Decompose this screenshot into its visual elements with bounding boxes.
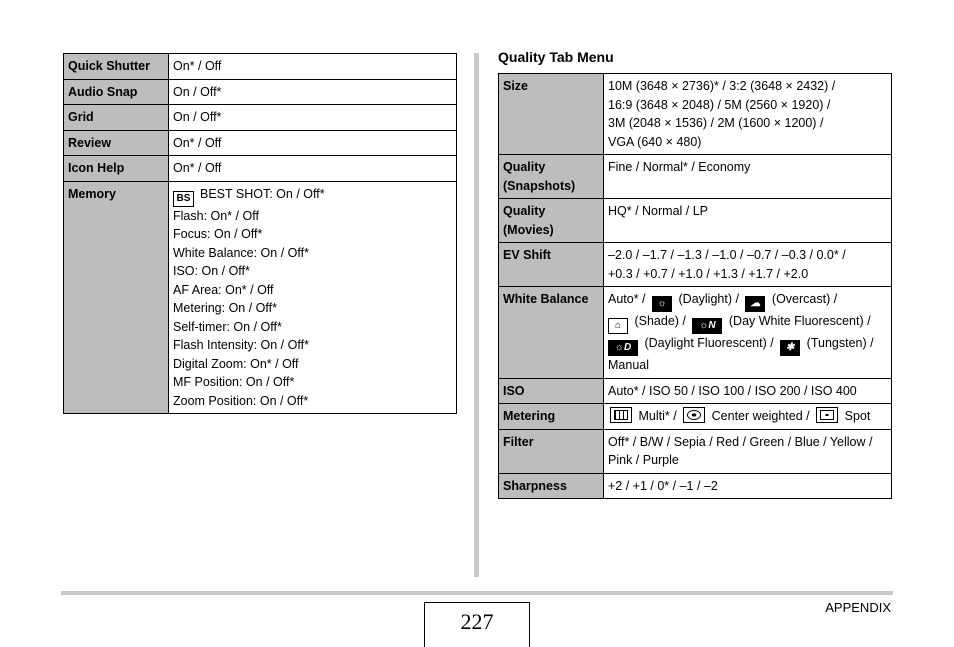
memory-line: Self-timer: On / Off*	[173, 319, 282, 334]
table-row	[499, 473, 892, 499]
page-number: 227	[424, 602, 530, 647]
memory-values	[169, 181, 457, 414]
memory-line: Digital Zoom: On* / Off	[173, 356, 299, 371]
tungsten-icon: ✱	[780, 340, 800, 356]
table-row	[499, 74, 892, 155]
row-label: Grid	[64, 105, 169, 131]
row-value: Off* / B/W / Sepia / Red / Green / Blue / Yellow / Pink / Purple	[604, 429, 892, 473]
center-weighted-metering-icon	[683, 407, 705, 423]
row-value: On / Off*	[169, 79, 457, 105]
row-value: HQ* / Normal / LP	[604, 199, 892, 243]
column-divider	[474, 53, 479, 577]
row-value: +2 / +1 / 0* / –1 / –2	[604, 473, 892, 499]
white-balance-values: Auto* / ☼ (Daylight) / ☁ (Overcast) / ⌂ (Shade) / ☼N (Day White Fluorescent) / ☼D (Daylight Fluorescent) / ✱ (Tungsten) / Manual	[604, 287, 892, 379]
table-row	[499, 287, 892, 379]
memory-line: Focus: On / Off*	[173, 227, 263, 241]
row-label: ISO	[499, 378, 604, 404]
row-label: EV Shift	[499, 243, 604, 287]
row-value: On* / Off	[169, 130, 457, 156]
table-row	[499, 243, 892, 287]
section-title: Quality Tab Menu	[498, 49, 614, 65]
row-label: Quality (Snapshots)	[499, 155, 604, 199]
row-value: On / Off*	[169, 105, 457, 131]
spot-metering-icon	[816, 407, 838, 423]
memory-line: MF Position: On / Off*	[173, 375, 295, 389]
row-value: Fine / Normal* / Economy	[604, 155, 892, 199]
row-label: Review	[64, 130, 169, 156]
row-value: Auto* / ISO 50 / ISO 100 / ISO 200 / ISO 400	[604, 378, 892, 404]
row-label: Memory	[64, 181, 169, 414]
overcast-icon: ☁	[745, 296, 765, 312]
quality-tab-table	[498, 73, 892, 499]
footer-rule	[61, 591, 893, 595]
row-label: Quality (Movies)	[499, 199, 604, 243]
table-row	[499, 429, 892, 473]
memory-line: Metering: On / Off*	[173, 301, 277, 315]
day-white-fluorescent-icon: ☼N	[692, 318, 722, 334]
shade-icon: ⌂	[608, 318, 628, 334]
row-label: Icon Help	[64, 156, 169, 182]
daylight-fluorescent-icon: ☼D	[608, 340, 638, 356]
row-label: White Balance	[499, 287, 604, 379]
table-row	[64, 79, 457, 105]
memory-line: AF Area: On* / Off	[173, 282, 274, 297]
row-value: –2.0 / –1.7 / –1.3 / –1.0 / –0.7 / –0.3 / 0.0* / +0.3 / +0.7 / +1.0 / +1.3 / +1.7 / +2.0	[604, 243, 892, 287]
memory-line: Flash Intensity: On / Off*	[173, 338, 309, 352]
memory-line: ISO: On / Off*	[173, 264, 250, 278]
memory-line: Flash: On* / Off	[173, 208, 259, 223]
table-row	[64, 130, 457, 156]
row-value: On* / Off	[169, 156, 457, 182]
row-label: Audio Snap	[64, 79, 169, 105]
row-label: Quick Shutter	[64, 54, 169, 80]
row-label: Metering	[499, 404, 604, 430]
memory-line: White Balance: On / Off*	[173, 245, 309, 260]
table-row	[64, 54, 457, 80]
row-value: On* / Off	[169, 54, 457, 80]
row-value: 10M (3648 × 2736)* / 3:2 (3648 × 2432) / 16:9 (3648 × 2048) / 5M (2560 × 1920) / 3M (2048 × 1536) / 2M (1600 × 1200) / VGA (640 × 480)	[604, 74, 892, 155]
row-label: Sharpness	[499, 473, 604, 499]
daylight-icon: ☼	[652, 296, 672, 312]
table-row	[499, 378, 892, 404]
section-name: APPENDIX	[825, 600, 891, 615]
table-row	[499, 404, 892, 430]
best-shot-icon: BS	[173, 191, 194, 207]
table-row	[499, 155, 892, 199]
multi-metering-icon	[610, 407, 632, 423]
row-label: Filter	[499, 429, 604, 473]
memory-line: Zoom Position: On / Off*	[173, 393, 309, 408]
table-row	[499, 199, 892, 243]
metering-values: Multi* / Center weighted / Spot	[604, 404, 892, 430]
row-label: Size	[499, 74, 604, 155]
table-row	[64, 156, 457, 182]
table-row	[64, 105, 457, 131]
camera-settings-table	[63, 53, 457, 414]
memory-line: BS BEST SHOT: On / Off*	[173, 185, 451, 207]
memory-row	[64, 181, 457, 414]
